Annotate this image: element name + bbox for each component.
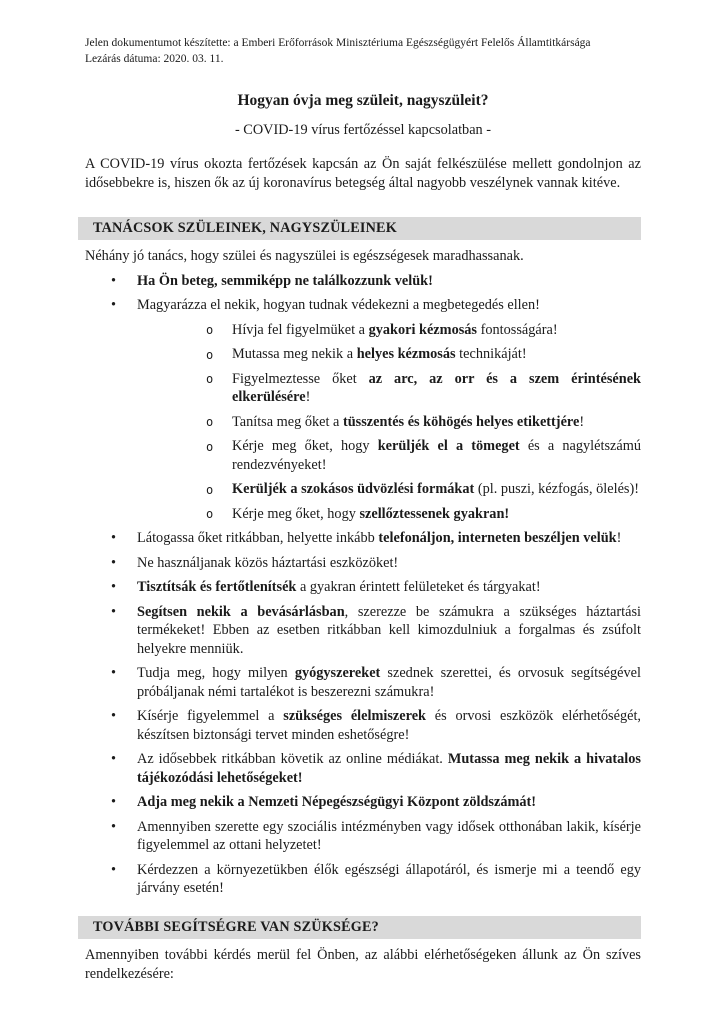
list-item	[85, 437, 641, 474]
list-item	[85, 529, 641, 548]
page-subtitle: - COVID-19 vírus fertőzéssel kapcsolatban -	[234, 122, 492, 138]
document-credits	[85, 36, 641, 67]
bullet-marker: •	[111, 708, 117, 724]
list-item-text: Kérdezzen a környezetükben élők egészségi állapotáról, és ismerje mi a teendő egy járvány esetén!	[137, 861, 641, 896]
list-item-text: Figyelmeztesse őket az arc, az orr és a szem érintésének elkerülésére!	[232, 370, 641, 405]
bullet-marker: o	[206, 439, 214, 454]
list-item-text: Amennyiben szerette egy szociális intézményben vagy idősek otthonában lakik, kísérje figyelemmel az ottani helyzetet!	[137, 818, 641, 853]
list-item	[85, 505, 641, 524]
list-item-text: Az idősebbek ritkábban követik az online médiákat. Mutassa meg nekik a hivatalos tájékozódási lehetőségeket!	[137, 751, 641, 786]
list-item	[85, 861, 641, 898]
bullet-marker: •	[111, 665, 117, 681]
bullet-marker: o	[206, 372, 214, 386]
list-item	[85, 793, 641, 812]
list-item	[85, 272, 641, 291]
list-item-text: Kérje meg őket, hogy szellőztessenek gyakran!	[232, 505, 510, 522]
list-item	[85, 750, 641, 787]
list-item	[85, 321, 641, 340]
bullet-marker: •	[111, 530, 117, 546]
list-item-text: Kerüljék a szokásos üdvözlési formákat (pl. puszi, kézfogás, ölelés)!	[232, 481, 640, 497]
bullet-marker: •	[111, 554, 117, 571]
list-item-text: Tisztítsák és fertőtlenítsék a gyakran érintett felületeket és tárgyakat!	[137, 579, 541, 595]
advice-lead-paragraph: Néhány jó tanács, hogy szülei és nagyszülei is egészségesek maradhassanak.	[85, 248, 524, 264]
list-item-text: Ne használjanak közös háztartási eszközöket!	[137, 554, 399, 571]
list-item-text: Mutassa meg nekik a helyes kézmosás technikáját!	[232, 346, 527, 362]
bullet-marker: o	[206, 415, 214, 429]
list-item-text: Magyarázza el nekik, hogyan tudnak védekezni a megbetegedés ellen!	[137, 297, 540, 313]
bullet-marker: •	[111, 297, 117, 313]
list-item-text: Ha Ön beteg, semmiképp ne találkozzunk velük!	[137, 272, 433, 289]
page-title: Hogyan óvja meg szüleit, nagyszüleit?	[237, 92, 489, 109]
list-item	[85, 345, 641, 364]
closing-date-line: Lezárás dátuma: 2020. 03. 11.	[85, 52, 224, 65]
bullet-marker: o	[206, 482, 214, 497]
list-item-text: Látogassa őket ritkábban, helyette inkább telefonáljon, interneten beszéljen velük!	[137, 530, 622, 546]
bullet-marker: •	[111, 794, 117, 810]
list-item-text: Kísérje figyelemmel a szükséges élelmiszerek és orvosi eszközök elérhetőségét, készítsen biztonsági tervet minden eshetőségre!	[137, 708, 641, 743]
list-item	[85, 413, 641, 432]
credits-line: Jelen dokumentumot készítette: a Emberi Erőforrások Minisztériuma Egészségügyért Felelős Államtitkársága	[85, 37, 591, 49]
bullet-marker: •	[111, 579, 117, 595]
list-item-text: Hívja fel figyelmüket a gyakori kézmosás fontosságára!	[232, 321, 558, 338]
list-item	[85, 603, 641, 659]
intro-paragraph: A COVID-19 vírus okozta fertőzések kapcsán az Ön saját felkészülése mellett gondolnjon az idősebbekre is, hiszen ők az új koronavírus betegség által nagyobb veszélynek vannak kitéve.	[85, 156, 641, 191]
list-item	[85, 818, 641, 855]
list-item-text: Tanítsa meg őket a tüsszentés és köhögés helyes etikettjére!	[232, 413, 585, 430]
help-paragraph: Amennyiben további kérdés merül fel Önben, az alábbi elérhetőségeken állunk az Ön szíves rendelkezésére:	[85, 946, 641, 982]
section-heading-advice: TANÁCSOK SZÜLEINEK, NAGYSZÜLEINEK	[78, 217, 641, 240]
bullet-marker: •	[111, 818, 117, 835]
section-heading-help: TOVÁBBI SEGÍTSÉGRE VAN SZÜKSÉGE?	[78, 916, 641, 939]
list-item	[85, 664, 641, 701]
list-item	[85, 707, 641, 744]
advice-list	[85, 272, 641, 898]
bullet-marker: o	[206, 323, 214, 337]
bullet-marker: •	[111, 861, 117, 878]
list-item	[85, 578, 641, 597]
bullet-marker: o	[206, 507, 214, 521]
list-item-text: Tudja meg, hogy milyen gyógyszereket szednek szerettei, és orvosuk segítségével próbáljanak némi tartalékot is beszerezni számukra!	[137, 665, 641, 700]
bullet-marker: o	[206, 347, 214, 362]
bullet-marker: •	[111, 751, 117, 767]
list-item	[85, 296, 641, 315]
list-item	[85, 554, 641, 573]
list-item-text: Adja meg nekik a Nemzeti Népegészségügyi Központ zöldszámát!	[137, 794, 537, 810]
list-item	[85, 370, 641, 407]
list-item	[85, 480, 641, 499]
list-item-text: Kérje meg őket, hogy kerüljék el a tömeget és a nagylétszámú rendezvényeket!	[232, 438, 641, 473]
bullet-marker: •	[111, 603, 117, 620]
bullet-marker: •	[111, 272, 117, 289]
list-item-text: Segítsen nekik a bevásárlásban, szerezze be számukra a szükséges háztartási termékeket! Ebben az esetben ritkábban kell kimozdulniuk a forgalmas és zsúfolt helyekre menniük.	[137, 603, 642, 657]
